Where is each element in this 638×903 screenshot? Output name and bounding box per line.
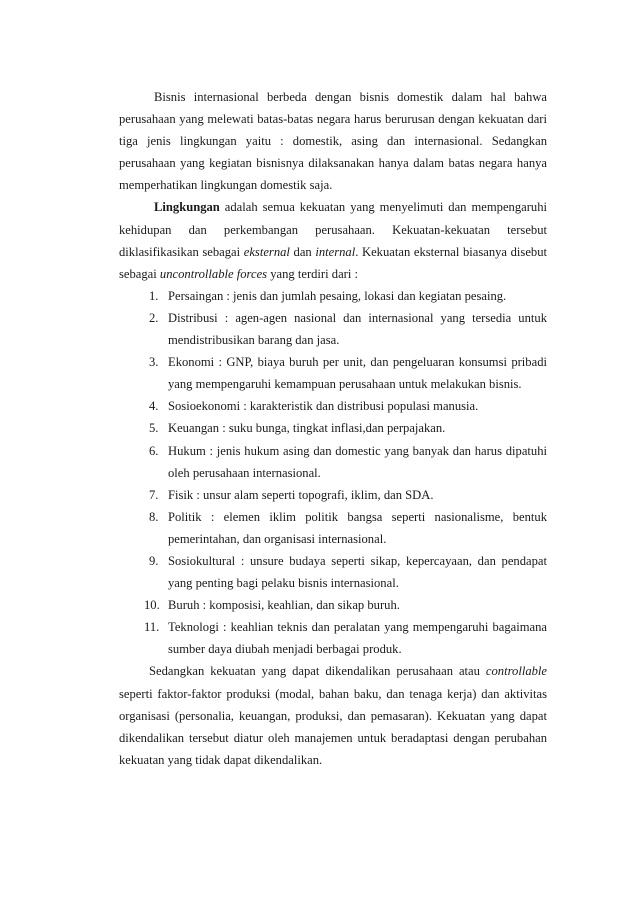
list-number: 9. (149, 553, 159, 568)
paragraph-controllable-text-a: Sedangkan kekuatan yang dapat dikendalikan perusahaan atau (149, 664, 486, 679)
list-number: 5. (149, 421, 159, 436)
document-page (119, 86, 547, 771)
list-item (119, 594, 547, 616)
paragraph-lingkungan (119, 196, 547, 284)
list-item (119, 484, 547, 506)
term-lingkungan: Lingkungan (154, 200, 220, 215)
list-item (119, 440, 547, 484)
list-item-text: Buruh : komposisi, keahlian, dan sikap buruh. (168, 598, 400, 613)
paragraph-lingkungan-text-a: adalah semua kekuatan yang menyelimuti dan mempengaruhi kehidupan dan perkembangan perusahaan. Kekuatan-kekuatan tersebut diklasifikasikan sebagai (119, 200, 547, 259)
list-number: 6. (149, 443, 159, 458)
term-internal: internal (315, 244, 356, 259)
list-item (119, 616, 547, 660)
list-item-text: Persaingan : jenis dan jumlah pesaing, lokasi dan kegiatan pesaing. (168, 288, 507, 303)
list-item-text: Sosiokultural : unsure budaya seperti sikap, kepercayaan, dan pendapat yang penting bagi pelaku bisnis internasional. (168, 553, 547, 591)
list-item-text: Hukum : jenis hukum asing dan domestic yang banyak dan harus dipatuhi oleh perusahaan internasional. (168, 443, 547, 480)
paragraph-lingkungan-text-c: . Kekuatan eksternal biasanya disebut sebagai (119, 244, 547, 281)
paragraph-controllable-text-b: seperti faktor-faktor produksi (modal, bahan baku, dan tenaga kerja) dan aktivitas organisasi (personalia, keuangan, produksi, dan pemasaran). Kekuatan yang dapat dikendalikan tersebut diatur oleh manajemen untuk beradaptasi dengan perubahan kekuatan yang tidak dapat dikendalikan. (119, 686, 547, 767)
list-item (119, 351, 547, 395)
list-number: 1. (149, 288, 159, 303)
list-item (119, 307, 547, 351)
list-number: 8. (149, 509, 159, 524)
list-item-text: Distribusi : agen-agen nasional dan internasional yang tersedia untuk mendistribusikan barang dan jasa. (168, 310, 547, 348)
external-forces-list (119, 285, 547, 661)
paragraph-intro: Bisnis internasional berbeda dengan bisnis domestik dalam hal bahwa perusahaan yang melewati batas-batas negara harus berurusan dengan kekuatan dari tiga jenis lingkungan yaitu : domestik, asing dan internasional. Sedangkan perusahaan yang kegiatan bisnisnya dilaksanakan hanya dalam batas negara hanya memperhatikan lingkungan domestik saja. (119, 90, 547, 193)
list-item-text: Ekonomi : GNP, biaya buruh per unit, dan pengeluaran konsumsi pribadi yang mempengaruhi kemampuan perusahaan untuk melakukan bisnis. (168, 355, 547, 392)
paragraph-controllable (119, 660, 547, 770)
list-number: 2. (149, 310, 159, 325)
term-controllable: controllable (485, 664, 547, 679)
list-number: 7. (149, 487, 159, 502)
list-number: 10. (144, 598, 160, 613)
list-item (119, 550, 547, 594)
list-item-text: Politik : elemen iklim politik bangsa seperti nasionalisme, bentuk pemerintahan, dan organisasi internasional. (168, 509, 547, 546)
list-item-text: Sosioekonomi : karakteristik dan distribusi populasi manusia. (168, 399, 479, 414)
list-number: 3. (149, 355, 159, 370)
list-item (119, 285, 547, 307)
list-item (119, 395, 547, 417)
list-item (119, 417, 547, 439)
list-number: 11. (144, 620, 160, 635)
list-item-text: Teknologi : keahlian teknis dan peralatan yang mempengaruhi bagaimana sumber daya diubah menjadi berbagai produk. (168, 620, 547, 657)
list-number: 4. (149, 399, 159, 414)
paragraph-lingkungan-text-d: yang terdiri dari : (267, 266, 359, 281)
list-item-text: Keuangan : suku bunga, tingkat inflasi,dan perpajakan. (168, 421, 446, 436)
paragraph-lingkungan-text-b: dan (289, 244, 316, 259)
list-item-text: Fisik : unsur alam seperti topografi, iklim, dan SDA. (168, 487, 434, 502)
term-eksternal: eksternal (243, 244, 290, 259)
term-uncontrollable-forces: uncontrollable forces (159, 266, 268, 281)
list-item (119, 506, 547, 550)
